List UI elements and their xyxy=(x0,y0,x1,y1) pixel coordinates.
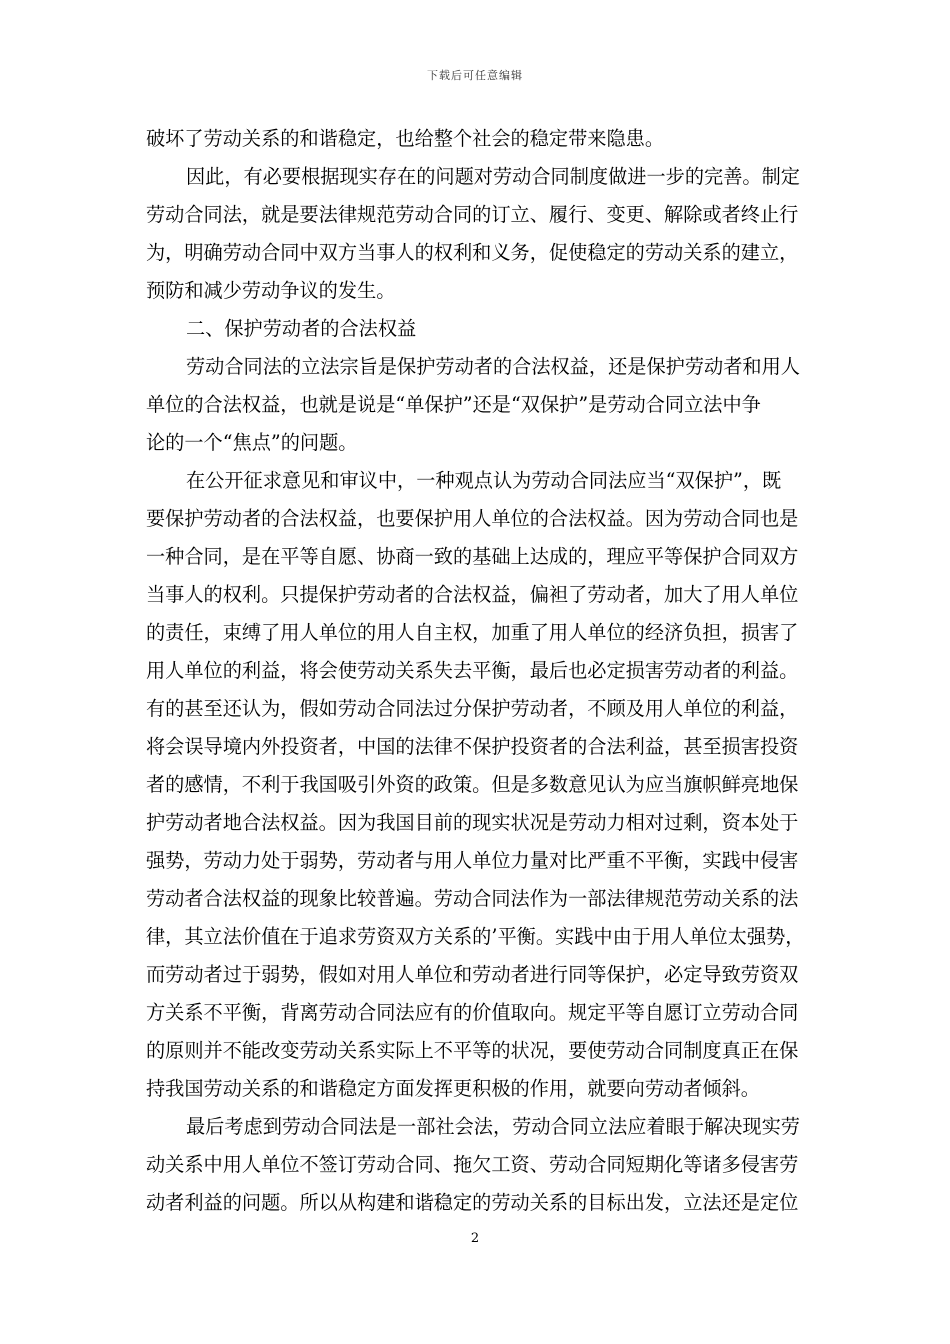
text-line: 破坏了劳动关系的和谐稳定，也给整个社会的稳定带来隐患。 xyxy=(146,127,665,150)
text-line: 动关系中用人单位不签订劳动合同、拖欠工资、劳动合同短期化等诸多侵害劳 xyxy=(146,1153,799,1176)
text-line: 预防和减少劳动争议的发生。 xyxy=(146,279,396,302)
text-line: 因此，有必要根据现实存在的问题对劳动合同制度做进一步的完善。制定 xyxy=(186,165,800,188)
text-line: 持我国劳动关系的和谐稳定方面发挥更积极的作用，就要向劳动者倾斜。 xyxy=(146,1077,760,1100)
document-body xyxy=(146,120,806,1222)
text-line: 单位的合法权益，也就是说是“单保护”还是“双保护”是劳动合同立法中争 xyxy=(146,393,761,416)
text-line: 而劳动者过于弱势，假如对用人单位和劳动者进行同等保护，必定导致劳资双 xyxy=(146,963,799,986)
page-header: 下载后可任意编辑 xyxy=(427,69,523,82)
text-line: 护劳动者地合法权益。因为我国目前的现实状况是劳动力相对过剩，资本处于 xyxy=(146,811,799,834)
text-line: 劳动者合法权益的现象比较普遍。劳动合同法作为一部法律规范劳动关系的法 xyxy=(146,887,799,910)
text-line: 最后考虑到劳动合同法是一部社会法，劳动合同立法应着眼于解决现实劳 xyxy=(186,1115,800,1138)
text-line: 要保护劳动者的合法权益，也要保护用人单位的合法权益。因为劳动合同也是 xyxy=(146,507,799,530)
text-line: 用人单位的利益，将会使劳动关系失去平衡，最后也必定损害劳动者的利益。 xyxy=(146,659,799,682)
text-line: 的原则并不能改变劳动关系实际上不平等的状况，要使劳动合同制度真正在保 xyxy=(146,1039,799,1062)
text-line: 论的一个“焦点”的问题。 xyxy=(146,431,358,454)
text-line: 在公开征求意见和审议中，一种观点认为劳动合同法应当“双保护”，既 xyxy=(186,469,782,492)
text-line: 律，其立法价值在于追求劳资双方关系的’平衡。实践中由于用人单位太强势， xyxy=(146,925,805,948)
text-line: 的责任，束缚了用人单位的用人自主权，加重了用人单位的经济负担，损害了 xyxy=(146,621,799,644)
text-line: 一种合同，是在平等自愿、协商一致的基础上达成的，理应平等保护合同双方 xyxy=(146,545,799,568)
section-heading: 二、保护劳动者的合法权益 xyxy=(186,317,417,340)
text-line: 当事人的权利。只提保护劳动者的合法权益，偏袒了劳动者，加大了用人单位 xyxy=(146,583,799,606)
text-line: 将会误导境内外投资者，中国的法律不保护投资者的合法利益，甚至损害投资 xyxy=(146,735,799,758)
text-line: 方关系不平衡，背离劳动合同法应有的价值取向。规定平等自愿订立劳动合同 xyxy=(146,1001,799,1024)
text-line: 动者利益的问题。所以从构建和谐稳定的劳动关系的目标出发，立法还是定位 xyxy=(146,1191,799,1214)
text-line: 劳动合同法，就是要法律规范劳动合同的订立、履行、变更、解除或者终止行 xyxy=(146,203,799,226)
text-line: 者的感情，不利于我国吸引外资的政策。但是多数意见认为应当旗帜鲜亮地保 xyxy=(146,773,799,796)
page-number: 2 xyxy=(470,1231,480,1246)
text-line: 为，明确劳动合同中双方当事人的权利和义务，促使稳定的劳动关系的建立， xyxy=(146,241,799,264)
text-line: 劳动合同法的立法宗旨是保护劳动者的合法权益，还是保护劳动者和用人 xyxy=(186,355,800,378)
text-line: 有的甚至还认为，假如劳动合同法过分保护劳动者，不顾及用人单位的利益， xyxy=(146,697,799,720)
text-line: 强势，劳动力处于弱势，劳动者与用人单位力量对比严重不平衡，实践中侵害 xyxy=(146,849,799,872)
